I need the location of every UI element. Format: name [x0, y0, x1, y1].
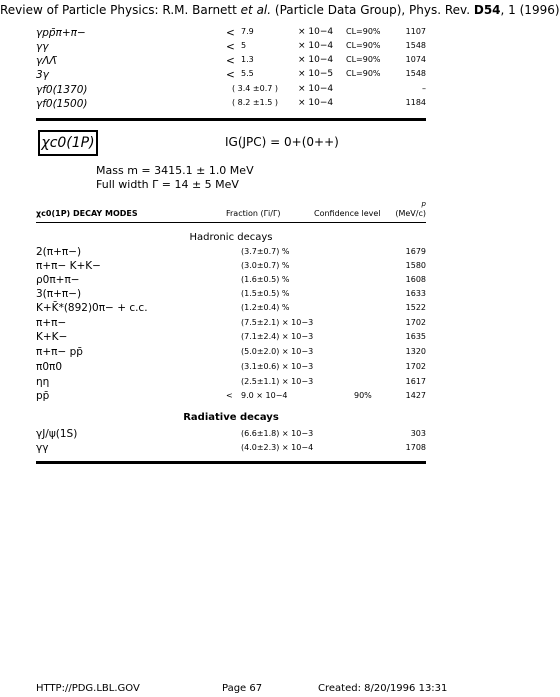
fraction: (3.7±0.7) % — [241, 247, 290, 256]
fraction: (4.0±2.3) × 10−4 — [241, 443, 314, 452]
fraction: (7.1±2.4) × 10−3 — [241, 332, 314, 341]
footer-url: HTTP://PDG.LBL.GOV — [36, 683, 140, 694]
decay-mode: γJ/ψ(1S) — [36, 428, 78, 440]
momentum: 1548 — [405, 69, 426, 78]
hadronic-section-title: Hadronic decays — [189, 232, 273, 243]
table-row — [36, 55, 426, 70]
confidence-level: CL=90% — [346, 41, 381, 50]
page-header — [0, 3, 560, 17]
fraction-exponent: × 10−4 — [298, 98, 334, 108]
table-row — [36, 69, 426, 84]
table-row — [36, 288, 426, 301]
less-than: < — [226, 41, 235, 53]
particle-width: Full width Γ = 14 ± 5 MeV — [96, 178, 239, 191]
momentum: 1074 — [405, 55, 426, 64]
fraction: (1.5±0.5) % — [241, 289, 290, 298]
confidence-level: CL=90% — [346, 55, 381, 64]
decay-mode: γpp̄π+π− — [36, 27, 86, 39]
footer-created: Created: 8/20/1996 13:31 — [318, 683, 448, 694]
table-row — [36, 346, 426, 359]
momentum: 1633 — [405, 289, 426, 298]
fraction-exponent: × 10−4 — [298, 84, 334, 94]
momentum: 1548 — [405, 41, 426, 50]
decay-mode: γγ — [36, 41, 49, 53]
table-row — [36, 27, 426, 42]
table-row — [36, 390, 426, 403]
momentum: 1107 — [405, 27, 426, 36]
table-row — [36, 84, 426, 99]
decay-mode: π0π0 — [36, 361, 63, 373]
decay-mode: K+K− — [36, 331, 68, 343]
header-journal: (Particle Data Group), Phys. Rev. — [274, 3, 471, 17]
momentum: 303 — [410, 429, 426, 438]
fraction-exponent: × 10−5 — [298, 69, 334, 79]
fraction-value: ( 3.4 ±0.7 ) — [232, 84, 279, 93]
confidence-level: CL=90% — [346, 69, 381, 78]
less-than: < — [226, 55, 235, 67]
momentum: 1320 — [405, 347, 426, 356]
decay-mode: π+π− K+K− — [36, 260, 101, 272]
quantum-numbers: IG(JPC) = 0+(0++) — [225, 135, 339, 149]
confidence-level: 90% — [354, 391, 372, 400]
decay-mode: γΛΛ̄ — [36, 55, 57, 67]
fraction-exponent: × 10−4 — [298, 55, 334, 65]
decay-mode: 2(π+π−) — [36, 246, 82, 258]
table-row — [36, 331, 426, 344]
header-volume: D54 — [473, 3, 501, 17]
table-row — [36, 98, 426, 113]
fraction: (6.6±1.8) × 10−3 — [241, 429, 314, 438]
momentum: 1635 — [405, 332, 426, 341]
table-row — [36, 317, 426, 330]
fraction-value: 7.9 — [241, 27, 254, 36]
table-row — [36, 428, 426, 441]
decay-mode: ηη — [36, 376, 50, 388]
decay-mode: K+K̄*(892)0π− + c.c. — [36, 302, 148, 314]
momentum: 1580 — [405, 261, 426, 270]
table-row — [36, 246, 426, 259]
momentum: 1708 — [405, 443, 426, 452]
column-p-symbol: p — [421, 200, 426, 208]
table-row — [36, 302, 426, 315]
fraction: (2.5±1.1) × 10−3 — [241, 377, 314, 386]
decay-mode: pp̄ — [36, 390, 50, 402]
less-than: < — [226, 391, 233, 400]
decay-mode: γf0(1500) — [36, 98, 88, 110]
decay-mode: 3(π+π−) — [36, 288, 82, 300]
footer-page: Page 67 — [222, 683, 263, 694]
decay-mode: π+π− pp̄ — [36, 346, 83, 358]
momentum: – — [422, 84, 426, 93]
decay-mode: γγ — [36, 442, 49, 454]
decay-mode: 3γ — [36, 69, 49, 81]
momentum: 1522 — [405, 303, 426, 312]
momentum: 1679 — [405, 247, 426, 256]
table-row — [36, 274, 426, 287]
column-fraction: Fraction (Γi/Γ) — [226, 209, 281, 218]
particle-name: χc0(1P) — [41, 135, 95, 151]
header-authors: R.M. Barnett — [162, 3, 237, 17]
section-divider — [36, 461, 426, 464]
fraction-exponent: × 10−4 — [298, 27, 334, 37]
momentum: 1608 — [405, 275, 426, 284]
radiative-section-title: Radiative decays — [183, 412, 279, 423]
fraction: (5.0±2.0) × 10−3 — [241, 347, 314, 356]
fraction: (3.1±0.6) × 10−3 — [241, 362, 314, 371]
decay-table-header — [36, 196, 426, 222]
momentum: 1702 — [405, 362, 426, 371]
confidence-level: CL=90% — [346, 27, 381, 36]
header-prefix: Review of Particle Physics: — [0, 3, 159, 17]
table-row — [36, 376, 426, 389]
particle-name-box — [38, 130, 98, 156]
table-row — [36, 442, 426, 455]
fraction-value: 5 — [241, 41, 247, 50]
less-than: < — [226, 69, 235, 81]
header-suffix: , 1 (1996) — [500, 3, 560, 17]
fraction: (7.5±2.1) × 10−3 — [241, 318, 314, 327]
fraction: (3.0±0.7) % — [241, 261, 290, 270]
fraction-value: 1.3 — [241, 55, 254, 64]
header-etal: et al. — [240, 3, 272, 17]
particle-mass: Mass m = 3415.1 ± 1.0 MeV — [96, 164, 254, 177]
decay-mode: ρ0π+π− — [36, 274, 80, 286]
fraction: (1.2±0.4) % — [241, 303, 290, 312]
table-row — [36, 260, 426, 273]
header-rule — [36, 222, 426, 223]
fraction-value: ( 8.2 ±1.5 ) — [232, 98, 279, 107]
section-divider — [36, 118, 426, 121]
momentum: 1427 — [405, 391, 426, 400]
column-p-unit: (MeV/c) — [395, 209, 426, 218]
decay-mode: π+π− — [36, 317, 67, 329]
table-row — [36, 41, 426, 56]
column-decay-modes: χc0(1P) DECAY MODES — [36, 209, 138, 218]
fraction-value: 5.5 — [241, 69, 254, 78]
momentum: 1184 — [405, 98, 426, 107]
momentum: 1702 — [405, 318, 426, 327]
decay-mode: γf0(1370) — [36, 84, 88, 96]
fraction-exponent: × 10−4 — [298, 41, 334, 51]
less-than: < — [226, 27, 235, 39]
column-confidence-level: Confidence level — [314, 209, 381, 218]
fraction: (1.6±0.5) % — [241, 275, 290, 284]
table-row — [36, 361, 426, 374]
momentum: 1617 — [405, 377, 426, 386]
fraction: 9.0 × 10−4 — [241, 391, 288, 400]
